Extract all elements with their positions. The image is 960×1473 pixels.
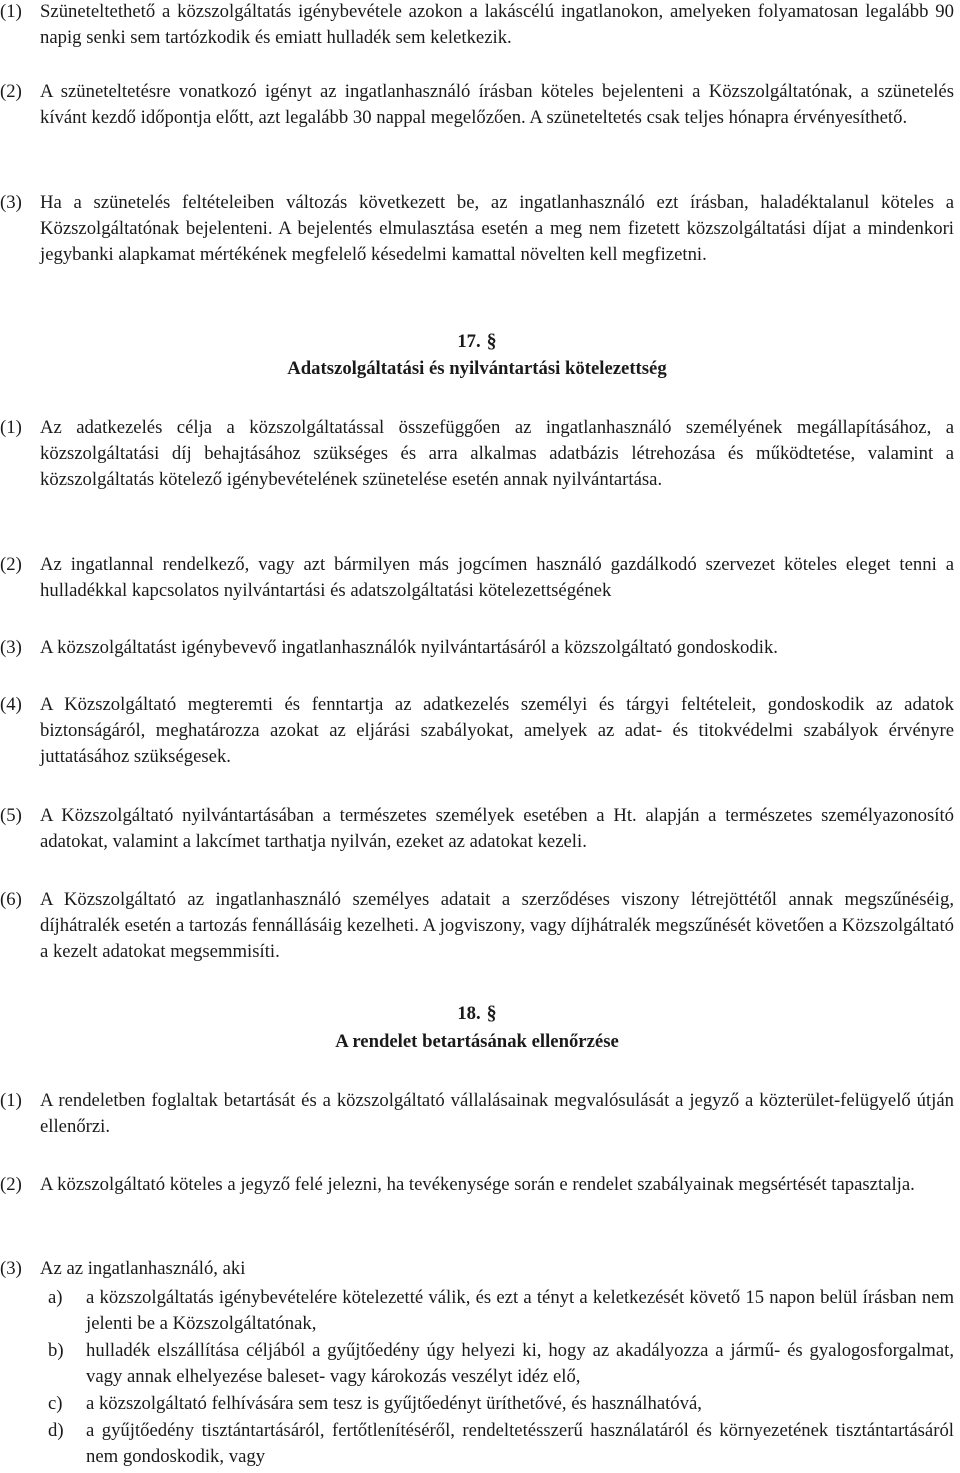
paragraph-number: (4) [0,694,22,715]
list-item-text: a közszolgáltató felhívására sem tesz is gyűjtőedényt üríthetővé, és használhatóvá, [86,1393,702,1414]
paragraph-number: (6) [0,889,22,910]
paragraph-number: (3) [0,1258,22,1279]
list-item-a [0,1285,954,1337]
section-sign: § [486,330,497,352]
paragraph-text: Az az ingatlanhasználó, aki [40,1258,246,1279]
section-17-number: 17. § [457,330,497,352]
paragraph-text: A Közszolgáltató megteremti és fenntartja az adatkezelés személyi és tárgyi feltételeit, gondoskodik az adatok biztonságáról, meghatározza azokat az eljárási szabályokat, amelyek az adat- és titokvédelmi szabályok érvényre juttatásához szükségesek. [40,694,954,767]
paragraph-text: A közszolgáltató köteles a jegyző felé jelezni, ha tevékenysége során e rendelet szabályainak megsértését tapasztalja. [40,1174,915,1195]
section-sign: § [486,1002,497,1024]
paragraph-text: Szüneteltethető a közszolgáltatás igénybevétele azokon a lakáscélú ingatlanokon, amelyeken folyamatosan legalább 90 napig senki sem tartózkodik és emiatt hulladék sem keletkezik. [40,1,954,48]
section-17-paragraph-4 [0,692,954,770]
paragraph-text: A Közszolgáltató nyilvántartásában a természetes személyek esetében a Ht. alapján a természetes személyazonosító adatokat, valamint a lakcímet tarthatja nyilván, ezeket az adatokat kezeli. [40,805,954,852]
list-item-text: a közszolgáltatás igénybevételére kötelezetté válik, és ezt a tényt a keletkezését követő 15 napon belül írásban nem jelenti be a Közszolgáltatónak, [86,1287,954,1334]
section-18-paragraph-1 [0,1088,954,1140]
section-17-paragraph-5 [0,803,954,855]
paragraph-text: A rendeletben foglaltak betartását és a közszolgáltató vállalásainak megvalósulását a jegyző a közterület-felügyelő útján ellenőrzi. [40,1090,954,1137]
paragraph-top-1 [0,0,954,51]
paragraph-text: Az adatkezelés célja a közszolgáltatással összefüggően az ingatlanhasználó személyének megállapításához, a közszolgáltatási díj behajtásához szükséges és arra alkalmas adatbázis létrehozása és működtetése, valamint a közszolgáltatás kötelező igénybevételének szünetelése esetén annak nyilvántartása. [40,417,954,490]
section-18-paragraph-2 [0,1172,954,1198]
paragraph-number: (3) [0,637,22,658]
paragraph-top-2 [0,79,954,131]
paragraph-top-3 [0,190,954,268]
list-item-letter: c) [48,1393,63,1414]
section-17-paragraph-2 [0,552,954,604]
list-item-b [0,1338,954,1390]
section-17-title: Adatszolgáltatási és nyilvántartási kötelezettség [287,358,667,379]
paragraph-number: (3) [0,192,22,213]
paragraph-text: A közszolgáltatást igénybevevő ingatlanhasználók nyilvántartásáról a közszolgáltató gondoskodik. [40,637,778,658]
section-18-paragraph-3 [0,1256,954,1282]
paragraph-number: (1) [0,1,22,22]
paragraph-number: (5) [0,805,22,826]
paragraph-text: A Közszolgáltató az ingatlanhasználó személyes adatait a szerződéses viszony létrejöttétől annak megszűnéséig, díjhátralék esetén a tartozás fennállásáig kezelheti. A jogviszony, vagy díjhátralék megszűnését követően a Közszolgáltató a kezelt adatokat megsemmisíti. [40,889,954,962]
list-item-letter: d) [48,1420,64,1441]
paragraph-number: (2) [0,1174,22,1195]
list-item-text: a gyűjtőedény tisztántartásáról, fertőtlenítéséről, rendeltetésszerű használatáról és környezetének tisztántartásáról nem gondoskodik, vagy [86,1420,954,1467]
list-item-c [0,1391,954,1417]
list-item-letter: b) [48,1340,64,1361]
section-18-title: A rendelet betartásának ellenőrzése [335,1031,619,1052]
section-17-paragraph-3 [0,635,954,661]
paragraph-number: (1) [0,1090,22,1111]
paragraph-number: (2) [0,554,22,575]
section-18-number: 18. § [457,1002,497,1024]
section-17-paragraph-1 [0,415,954,493]
paragraph-text: A szüneteltetésre vonatkozó igényt az ingatlanhasználó írásban köteles bejelenteni a Közszolgáltatónak, a szünetelés kívánt kezdő időpontja előtt, azt legalább 30 nappal megelőzően. A szüneteltetés csak teljes hónapra érvényesíthető. [40,81,954,128]
list-item-letter: a) [48,1287,63,1308]
paragraph-text: Ha a szünetelés feltételeiben változás következett be, az ingatlanhasználó ezt írásban, haladéktalanul köteles a Közszolgáltatónak bejelenteni. A bejelentés elmulasztása esetén a meg nem fizetett közszolgáltatási díjat a mindenkori jegybanki alapkamat mértékének megfelelő késedelmi kamattal növelten kell megfizetni. [40,192,954,265]
paragraph-number: (2) [0,81,22,102]
section-17-paragraph-6 [0,887,954,965]
paragraph-text: Az ingatlannal rendelkező, vagy azt bármilyen más jogcímen használó gazdálkodó szervezet köteles eleget tenni a hulladékkal kapcsolatos nyilvántartási és adatszolgáltatási kötelezettségének [40,554,954,601]
list-item-text: hulladék elszállítása céljából a gyűjtőedény úgy helyezi ki, hogy az akadályozza a jármű- és gyalogosforgalmat, vagy annak elhelyezése baleset- vagy károkozás veszélyt idéz elő, [86,1340,954,1387]
paragraph-number: (1) [0,417,22,438]
list-item-d [0,1418,954,1470]
